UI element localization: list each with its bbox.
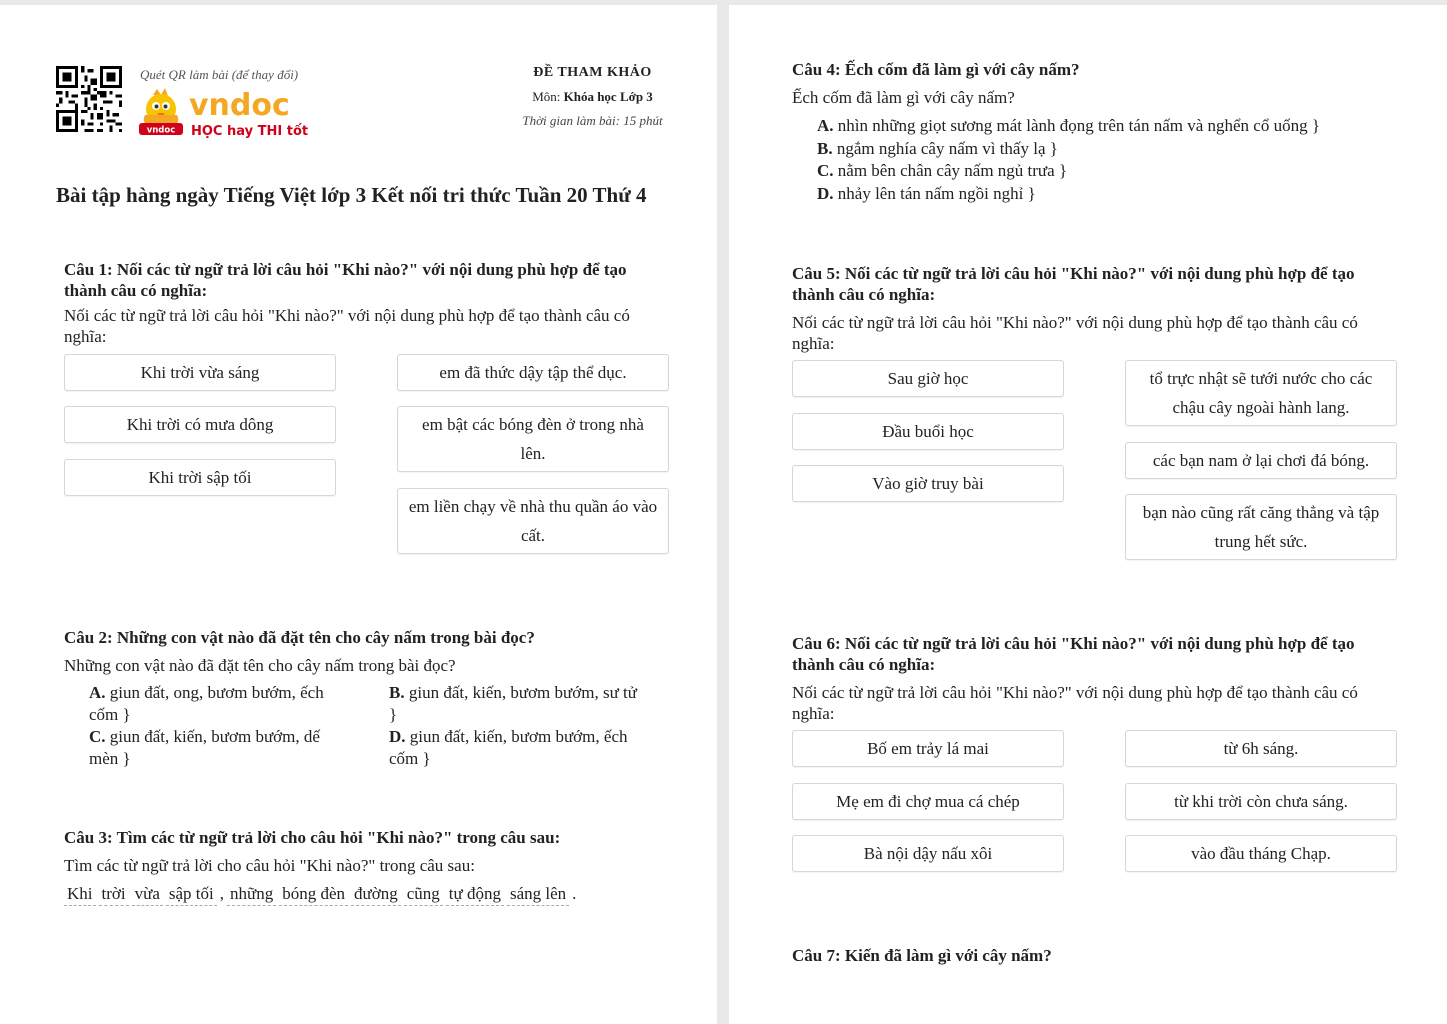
q6-right-item[interactable]: từ khi trời còn chưa sáng. — [1125, 783, 1397, 820]
q3-text: Tìm các từ ngữ trả lời cho câu hỏi "Khi nào?" trong câu sau: — [64, 856, 475, 875]
q4-heading: Câu 4: Ếch cốm đã làm gì với cây nấm? — [792, 60, 1080, 79]
q5-left-item[interactable]: Vào giờ truy bài — [792, 465, 1064, 502]
word-token[interactable]: tự động — [446, 884, 504, 906]
document-title: Bài tập hàng ngày Tiếng Việt lớp 3 Kết nối tri thức Tuần 20 Thứ 4 — [56, 183, 647, 207]
q5-text: Nối các từ ngữ trả lời câu hỏi "Khi nào?" với nội dung phù hợp để tạo thành câu có nghĩa: — [792, 313, 1358, 353]
q2-option-a[interactable]: A. giun đất, ong, bươm bướm, ếch cốm } — [89, 683, 324, 724]
q5-right-item[interactable]: bạn nào cũng rất căng thẳng và tập trung hết sức. — [1125, 494, 1397, 560]
word-token[interactable]: bóng đèn — [279, 884, 348, 906]
mascot-icon — [144, 88, 179, 125]
q6-right-item[interactable]: vào đầu tháng Chạp. — [1125, 835, 1397, 872]
q1-text: Nối các từ ngữ trả lời câu hỏi "Khi nào?" với nội dung phù hợp để tạo thành câu có nghĩa: — [64, 306, 630, 346]
q1-right-item[interactable]: em đã thức dậy tập thể dục. — [397, 354, 669, 391]
word-token[interactable]: vừa — [132, 884, 163, 906]
page-left — [0, 5, 717, 1024]
q6-text: Nối các từ ngữ trả lời câu hỏi "Khi nào?" với nội dung phù hợp để tạo thành câu có nghĩa: — [792, 683, 1358, 723]
q5-left-item[interactable]: Đầu buổi học — [792, 413, 1064, 450]
q2-text: Những con vật nào đã đặt tên cho cây nấm trong bài đọc? — [64, 656, 456, 675]
q4-option-b[interactable]: B. ngắm nghía cây nấm vì thấy lạ } — [817, 139, 1058, 158]
word-token[interactable]: Khi — [64, 884, 96, 906]
word-token[interactable]: trời — [99, 884, 129, 906]
q4-option-a[interactable]: A. nhìn những giọt sương mát lành đọng trên tán nấm và nghển cổ uống } — [817, 116, 1321, 135]
q2-option-b[interactable]: B. giun đất, kiến, bươm bướm, sư tử } — [389, 683, 637, 724]
q2-option-c[interactable]: C. giun đất, kiến, bươm bướm, dế mèn } — [89, 727, 320, 768]
vndoc-logo — [137, 85, 312, 141]
qr-code[interactable] — [56, 66, 122, 132]
q4-option-d[interactable]: D. nhảy lên tán nấm ngồi nghỉ } — [817, 184, 1036, 203]
q7-heading: Câu 7: Kiến đã làm gì với cây nấm? — [792, 946, 1052, 965]
q2-option-d[interactable]: D. giun đất, kiến, bươm bướm, ếch cốm } — [389, 727, 628, 768]
time-label: Thời gian làm bài: 15 phút — [522, 113, 663, 128]
svg-text:HỌC hay THI tốt: HỌC hay THI tốt — [191, 124, 309, 139]
q1-left-item[interactable]: Khi trời sập tối — [64, 459, 336, 496]
page-right — [729, 5, 1447, 1024]
svg-text:vndoc: vndoc — [146, 125, 176, 136]
punctuation: , — [219, 884, 224, 903]
q5-right-item[interactable]: tổ trực nhật sẽ tưới nước cho các chậu cây ngoài hành lang. — [1125, 360, 1397, 426]
q6-left-item[interactable]: Bà nội dậy nấu xôi — [792, 835, 1064, 872]
q1-heading: Câu 1: Nối các từ ngữ trả lời câu hỏi "Khi nào?" với nội dung phù hợp để tạo thành câu có nghĩa: — [64, 260, 627, 300]
q6-left-item[interactable]: Mẹ em đi chợ mua cá chép — [792, 783, 1064, 820]
q4-text: Ếch cốm đã làm gì với cây nấm? — [792, 88, 1015, 107]
q1-left-item[interactable]: Khi trời có mưa dông — [64, 406, 336, 443]
word-token[interactable]: những — [227, 884, 276, 906]
word-token[interactable]: sập tối — [166, 884, 217, 906]
q5-left-item[interactable]: Sau giờ học — [792, 360, 1064, 397]
word-token[interactable]: sáng lên — [507, 884, 569, 906]
q6-right-item[interactable]: từ 6h sáng. — [1125, 730, 1397, 767]
q4-option-c[interactable]: C. nằm bên chân cây nấm ngủ trưa } — [817, 161, 1068, 180]
q3-heading: Câu 3: Tìm các từ ngữ trả lời cho câu hỏi "Khi nào?" trong câu sau: — [64, 828, 561, 847]
q5-right-item[interactable]: các bạn nam ở lại chơi đá bóng. — [1125, 442, 1397, 479]
q1-right-item[interactable]: em bật các bóng đèn ở trong nhà lên. — [397, 406, 669, 472]
svg-text:vndoc: vndoc — [189, 88, 290, 123]
q1-right-item[interactable]: em liền chạy về nhà thu quần áo vào cất. — [397, 488, 669, 554]
exam-type-label: ĐỀ THAM KHẢO — [533, 65, 652, 80]
punctuation: . — [572, 884, 577, 903]
q3-sentence — [64, 884, 579, 906]
q2-heading: Câu 2: Những con vật nào đã đặt tên cho cây nấm trong bài đọc? — [64, 628, 535, 647]
subject-label: Môn: Khóa học Lớp 3 — [532, 89, 653, 104]
word-token[interactable]: cũng — [404, 884, 443, 906]
word-token[interactable]: đường — [351, 884, 401, 906]
q6-heading: Câu 6: Nối các từ ngữ trả lời câu hỏi "Khi nào?" với nội dung phù hợp để tạo thành câu có nghĩa: — [792, 634, 1355, 674]
qr-caption: Quét QR làm bài (để thay đổi) — [140, 67, 299, 82]
q1-left-item[interactable]: Khi trời vừa sáng — [64, 354, 336, 391]
q5-heading: Câu 5: Nối các từ ngữ trả lời câu hỏi "Khi nào?" với nội dung phù hợp để tạo thành câu có nghĩa: — [792, 264, 1355, 304]
q6-left-item[interactable]: Bố em trảy lá mai — [792, 730, 1064, 767]
